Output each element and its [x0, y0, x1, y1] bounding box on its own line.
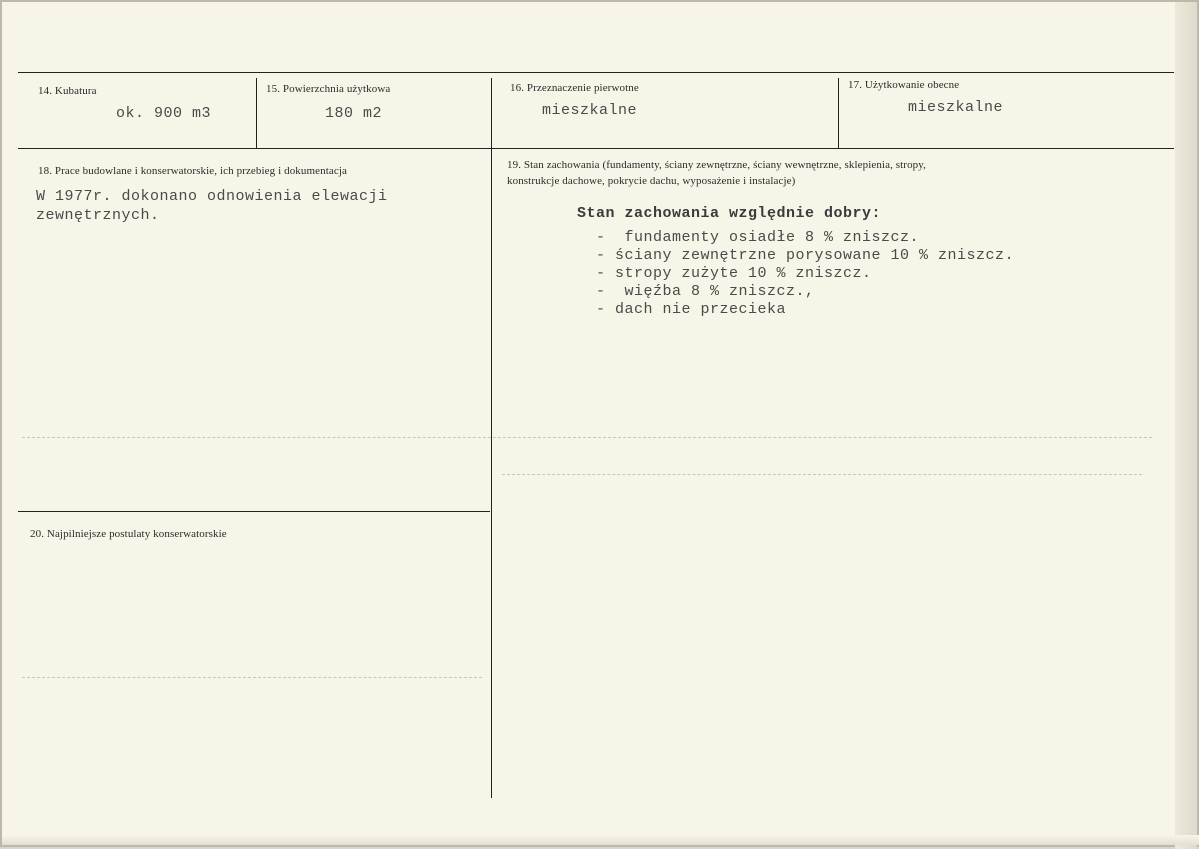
field-19-items: [596, 229, 1014, 319]
show-through-line: [22, 677, 482, 678]
list-item: - fundamenty osiadłe 8 % zniszcz.: [596, 229, 920, 246]
col-divider-1: [256, 78, 257, 148]
field-16-value: mieszkalne: [542, 102, 638, 119]
field-18-value-line1: W 1977r. dokonano odnowienia elewacji: [36, 188, 388, 205]
col-divider-2: [491, 78, 492, 798]
top-rule: [18, 72, 1174, 73]
field-15-value: 180 m2: [325, 105, 383, 122]
field-20-label: 20. Najpilniejsze postulaty konserwatorskie: [30, 528, 227, 540]
list-item: - dach nie przecieka: [596, 301, 787, 318]
col-divider-3: [838, 78, 839, 148]
field-15-label: 15. Powierzchnia użytkowa: [266, 83, 391, 95]
field-19-label-line1: 19. Stan zachowania (fundamenty, ściany zewnętrzne, ściany wewnętrzne, sklepienia, stropy,: [507, 159, 927, 171]
row1-bottom-rule: [18, 148, 1174, 149]
field-18-value-line2: zewnętrznych.: [36, 207, 160, 224]
card-edge-bottom: [2, 835, 1199, 845]
show-through-line: [22, 437, 1152, 438]
show-through-line: [502, 474, 1142, 475]
section18-bottom-rule: [18, 511, 490, 512]
list-item: - więźba 8 % zniszcz.,: [596, 283, 815, 300]
list-item: - stropy zużyte 10 % zniszcz.: [596, 265, 872, 282]
field-19-heading: Stan zachowania względnie dobry:: [577, 205, 882, 222]
field-19-label-line2: konstrukcje dachowe, pokrycie dachu, wyposażenie i instalacje): [507, 175, 796, 187]
list-item: - ściany zewnętrzne porysowane 10 % zniszcz.: [596, 247, 1015, 264]
field-14-label: 14. Kubatura: [38, 85, 97, 97]
field-16-label: 16. Przeznaczenie pierwotne: [510, 82, 639, 94]
field-18-label: 18. Prace budowlane i konserwatorskie, ich przebieg i dokumentacja: [38, 165, 347, 177]
field-17-value: mieszkalne: [908, 99, 1004, 116]
card-edge-right: [1175, 2, 1197, 849]
field-17-label: 17. Użytkowanie obecne: [848, 79, 960, 91]
field-14-value: ok. 900 m3: [116, 105, 212, 122]
